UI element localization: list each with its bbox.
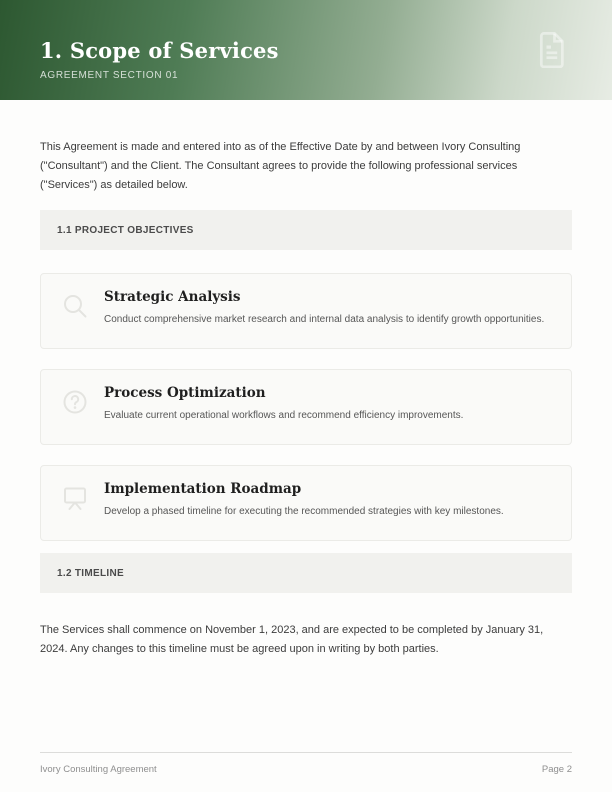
- section-heading-label: 1.2 TIMELINE: [57, 567, 124, 579]
- objective-card-text: [104, 385, 463, 423]
- section-heading-1-2: [40, 553, 572, 593]
- section-subtitle: AGREEMENT SECTION 01: [40, 70, 179, 81]
- timeline-paragraph: The Services shall commence on November 1, 2023, and are expected to be completed by January 31, 2024. Any changes to this timeline must be agreed upon in writing by both parties.: [40, 624, 544, 655]
- document-icon: [535, 30, 568, 68]
- objective-card-implementation-roadmap: [40, 465, 572, 541]
- section-header: [0, 0, 612, 100]
- objective-description: Evaluate current operational workflows and recommend efficiency improvements.: [104, 410, 464, 421]
- section-heading-label: 1.1 PROJECT OBJECTIVES: [57, 224, 194, 236]
- search-icon: [61, 292, 89, 320]
- presentation-board-icon: [61, 484, 89, 512]
- footer-document-name: Ivory Consulting Agreement: [40, 764, 157, 775]
- objective-card-text: [104, 481, 504, 519]
- objectives-list: [40, 273, 572, 541]
- objective-title: Implementation Roadmap: [104, 481, 302, 497]
- objective-card-strategic-analysis: [40, 273, 572, 349]
- objective-description: Conduct comprehensive market research and internal data analysis to identify growth opportunities.: [104, 314, 545, 325]
- document-body: [0, 138, 612, 659]
- objective-title: Process Optimization: [104, 385, 266, 401]
- objective-card-process-optimization: [40, 369, 572, 445]
- page-footer: [40, 752, 572, 792]
- section-heading-1-1: [40, 210, 572, 250]
- objective-title: Strategic Analysis: [104, 289, 241, 305]
- objective-description: Develop a phased timeline for executing the recommended strategies with key milestones.: [104, 506, 504, 517]
- footer-page-number: Page 2: [541, 764, 572, 775]
- intro-paragraph: This Agreement is made and entered into as of the Effective Date by and between Ivory Consulting ("Consultant") and the Client. The Consultant agrees to provide the following professional services ("Services") as detailed below.: [40, 141, 521, 191]
- objective-card-text: [104, 289, 544, 327]
- help-circle-icon: [61, 388, 89, 416]
- page-title: 1. Scope of Services: [40, 38, 279, 63]
